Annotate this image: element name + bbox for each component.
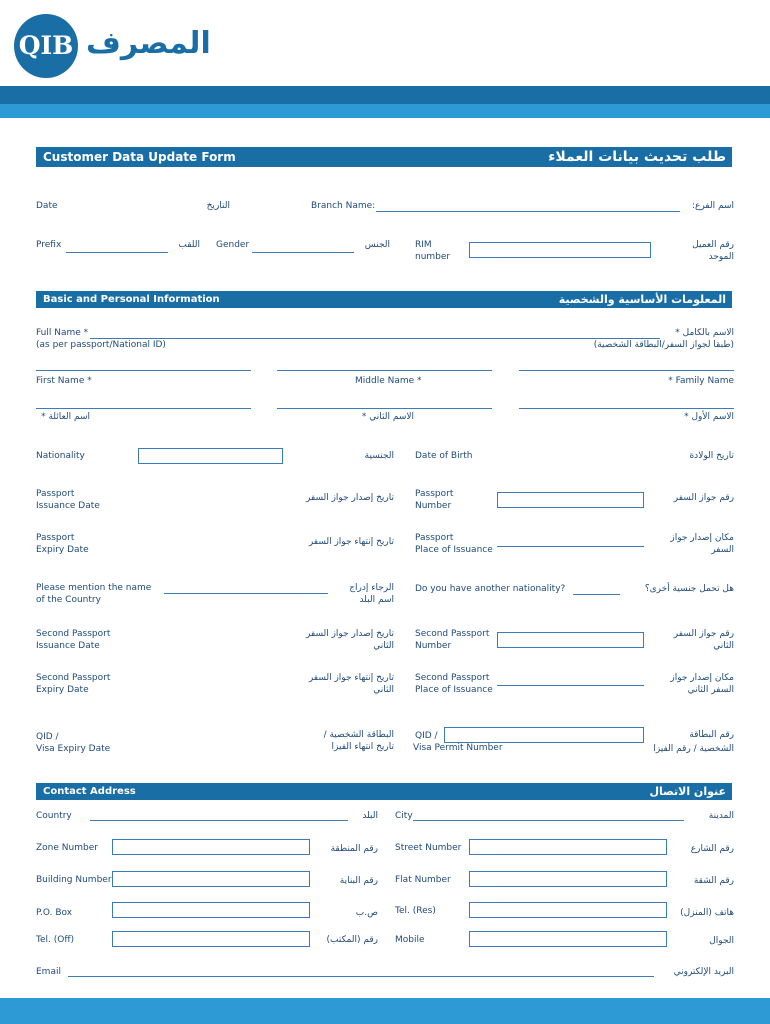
passport-place-label-ar-2: السفر <box>711 545 734 555</box>
header-band <box>0 86 770 104</box>
building-label-ar: رقم البناية <box>339 876 378 886</box>
name-line-3[interactable] <box>519 370 734 371</box>
second-passport-place-label-2: Place of Issuance <box>415 685 493 695</box>
form-title-bar <box>36 147 732 167</box>
family-name-label: Family Name * <box>668 376 734 386</box>
gender-label-ar: الجنس <box>364 240 390 250</box>
mention-country-label-ar-2: اسم البلد <box>359 595 394 605</box>
country-label: Country <box>36 811 72 821</box>
pobox-label: P.O. Box <box>36 908 73 918</box>
rim-label-2: number <box>415 252 451 262</box>
qid-expiry-label-ar-2: تاريخ انتهاء الفيزا <box>331 742 394 752</box>
gender-label: Gender <box>216 240 250 250</box>
street-label-ar: رقم الشارع <box>690 844 734 854</box>
email-label-ar: البريد الإلكتروني <box>673 967 734 977</box>
second-passport-place-label-ar-2: السفر الثاني <box>687 685 734 695</box>
second-passport-number-label-ar-1: رقم جواز السفر <box>673 629 734 639</box>
second-passport-place-input[interactable] <box>497 685 644 686</box>
passport-place-label-1: Passport <box>415 533 454 543</box>
passport-place-input[interactable] <box>497 546 644 547</box>
passport-expiry-label-1: Passport <box>36 533 75 543</box>
qid-number-input[interactable] <box>444 727 644 743</box>
mention-country-label-ar-1: الرجاء إدراج <box>349 583 394 593</box>
tel-off-label: Tel. (Off) <box>36 935 75 945</box>
fullname-input[interactable] <box>90 338 660 339</box>
family-name-label-ar: اسم العائلة * <box>41 412 90 422</box>
basic-title-en: Basic and Personal Information <box>43 294 220 305</box>
fullname-label-1: Full Name * <box>36 328 89 338</box>
second-passport-number-input[interactable] <box>497 632 644 648</box>
first-name-ar-input[interactable] <box>519 408 734 409</box>
passport-number-label-2: Number <box>415 501 452 511</box>
date-label: Date <box>36 201 58 211</box>
basic-info-bar <box>36 291 732 308</box>
dob-label: Date of Birth <box>415 451 473 461</box>
passport-place-label-2: Place of Issuance <box>415 545 493 555</box>
tel-res-label-ar: هاتف (المنزل) <box>680 908 734 918</box>
country-input[interactable] <box>90 820 348 821</box>
name-line-1[interactable] <box>36 370 251 371</box>
city-label-ar: المدينة <box>708 811 734 821</box>
tel-off-input[interactable] <box>112 931 310 947</box>
contact-title-en: Contact Address <box>43 786 136 797</box>
date-label-ar: التاريخ <box>206 201 230 211</box>
first-name-label: First Name * <box>36 376 92 386</box>
fullname-label-2: (as per passport/National ID) <box>36 340 166 350</box>
building-label: Building Number <box>36 875 112 885</box>
pobox-label-ar: ص.ب <box>355 908 378 918</box>
passport-issuance-label-ar: تاريخ إصدار جواز السفر <box>305 493 394 503</box>
passport-number-label-ar: رقم جواز السفر <box>673 493 734 503</box>
second-passport-place-label-1: Second Passport <box>415 673 490 683</box>
another-nationality-label: Do you have another nationality? <box>415 584 566 594</box>
fullname-label-ar-1: الاسم بالكامل * <box>675 328 734 338</box>
branch-label: Branch Name: <box>311 201 376 211</box>
pobox-input[interactable] <box>112 902 310 918</box>
zone-input[interactable] <box>112 839 310 855</box>
passport-number-label-1: Passport <box>415 489 454 499</box>
second-passport-place-label-ar-1: مكان إصدار جواز <box>670 673 734 683</box>
header-band-light <box>0 104 770 118</box>
building-input[interactable] <box>112 871 310 887</box>
qid-number-label-ar-2: الشخصية / رقم الفيزا <box>653 744 734 754</box>
passport-expiry-label-ar: تاريخ إنتهاء جواز السفر <box>308 537 394 547</box>
first-name-label-ar: الاسم الأول * <box>684 412 734 422</box>
logo-text: QIB <box>18 31 74 60</box>
rim-label-1: RIM <box>415 240 432 250</box>
tel-off-label-ar: رقم (المكتب) <box>326 935 378 945</box>
mention-country-label-1: Please mention the name <box>36 583 152 593</box>
qid-expiry-label-ar-1: البطاقة الشخصية / <box>323 730 394 740</box>
basic-title-ar: المعلومات الأساسية والشخصية <box>558 293 726 306</box>
prefix-label-ar: اللقب <box>178 240 200 250</box>
qid-number-label-1: QID / <box>415 731 438 741</box>
branch-input[interactable] <box>376 211 680 212</box>
second-passport-number-label-2: Number <box>415 641 452 651</box>
footer-band <box>0 998 770 1024</box>
another-nationality-input[interactable] <box>573 594 620 595</box>
passport-expiry-label-2: Expiry Date <box>36 545 89 555</box>
city-input[interactable] <box>413 820 684 821</box>
qib-logo <box>14 14 78 78</box>
second-passport-expiry-label-ar-1: تاريخ إنتهاء جواز السفر <box>308 673 394 683</box>
middle-name-label-ar: الاسم الثاني * <box>361 412 414 422</box>
passport-issuance-label-1: Passport <box>36 489 75 499</box>
mention-country-label-2: of the Country <box>36 595 101 605</box>
tel-res-input[interactable] <box>469 902 667 918</box>
mobile-input[interactable] <box>469 931 667 947</box>
second-passport-issuance-label-ar-1: تاريخ إصدار جواز السفر <box>305 629 394 639</box>
middle-name-label: Middle Name * <box>355 376 422 386</box>
rim-input[interactable] <box>469 242 651 258</box>
nationality-input[interactable] <box>138 448 283 464</box>
second-passport-expiry-label-ar-2: الثاني <box>373 685 394 695</box>
second-passport-number-label-1: Second Passport <box>415 629 490 639</box>
street-label: Street Number <box>395 843 462 853</box>
city-label: City <box>395 811 413 821</box>
second-passport-expiry-label-2: Expiry Date <box>36 685 89 695</box>
nationality-label-ar: الجنسية <box>364 451 394 461</box>
second-passport-number-label-ar-2: الثاني <box>713 641 734 651</box>
form-title-ar: طلب تحديث بيانات العملاء <box>548 149 726 165</box>
second-passport-issuance-label-2: Issuance Date <box>36 641 100 651</box>
contact-title-ar: عنوان الاتصال <box>649 785 726 798</box>
passport-issuance-label-2: Issuance Date <box>36 501 100 511</box>
flat-label-ar: رقم الشقة <box>693 876 734 886</box>
flat-label: Flat Number <box>395 875 451 885</box>
prefix-label: Prefix <box>36 240 62 250</box>
brand-ar: المصرف <box>86 26 211 61</box>
mention-country-input[interactable] <box>164 593 328 594</box>
mobile-label: Mobile <box>395 935 425 945</box>
flat-input[interactable] <box>469 871 667 887</box>
street-input[interactable] <box>469 839 667 855</box>
prefix-input[interactable] <box>66 252 168 253</box>
tel-res-label: Tel. (Res) <box>395 906 436 916</box>
fullname-label-ar-2: (طبقا لجواز السفر/البطاقة الشخصية) <box>593 340 734 350</box>
rim-label-ar-2: الموحد <box>708 252 734 262</box>
qid-number-label-2: Visa Permit Number <box>413 743 503 753</box>
rim-label-ar-1: رقم العميل <box>692 240 734 250</box>
qid-expiry-label-2: Visa Expiry Date <box>36 744 111 754</box>
passport-place-label-ar-1: مكان إصدار جواز <box>670 533 734 543</box>
form-title-en: Customer Data Update Form <box>43 150 236 164</box>
email-label: Email <box>36 967 61 977</box>
gender-input[interactable] <box>252 252 354 253</box>
name-line-2[interactable] <box>277 370 492 371</box>
email-input[interactable] <box>68 976 654 977</box>
country-label-ar: البلد <box>362 811 378 821</box>
middle-name-ar-input[interactable] <box>277 408 492 409</box>
mobile-label-ar: الجوال <box>709 936 734 946</box>
qid-expiry-label-1: QID / <box>36 732 59 742</box>
second-passport-issuance-label-ar-2: الثاني <box>373 641 394 651</box>
dob-label-ar: تاريخ الولادة <box>689 451 734 461</box>
qid-number-label-ar-1: رقم البطاقة <box>689 730 734 740</box>
family-name-ar-input[interactable] <box>36 408 251 409</box>
contact-address-bar <box>36 783 732 800</box>
another-nationality-label-ar: هل تحمل جنسية أخرى؟ <box>644 584 734 594</box>
nationality-label: Nationality <box>36 451 85 461</box>
second-passport-expiry-label-1: Second Passport <box>36 673 111 683</box>
zone-label: Zone Number <box>36 843 98 853</box>
branch-label-ar: اسم الفرع: <box>691 201 734 211</box>
zone-label-ar: رقم المنطقة <box>330 844 378 854</box>
second-passport-issuance-label-1: Second Passport <box>36 629 111 639</box>
passport-number-input[interactable] <box>497 492 644 508</box>
